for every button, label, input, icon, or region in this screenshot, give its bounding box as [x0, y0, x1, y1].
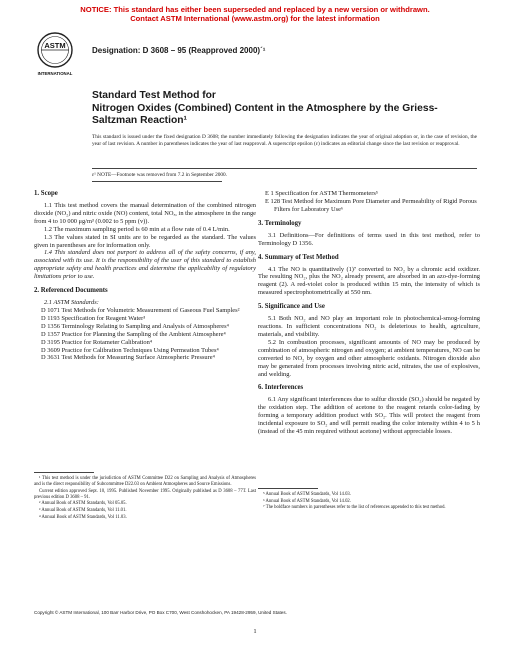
- para-6-1: 6.1 Any significant interferences due to sulfur dioxide (SO₂) should be negated by the oxidation step. The addition of acetone to the reagent retards color-fading by forming a temporary addition product with SO₂. This will protect the reagent from incidental exposure to SO₂ and will permit reading the color intensity within 4 to 5 h (instead of the 45 min required without acetone) without appreciable losses.: [258, 396, 480, 436]
- editorial-note: ε¹ NOTE—Footnote was removed from 7.2 in September 2000.: [92, 172, 228, 178]
- section-5-heading: 5. Significance and Use: [258, 303, 325, 311]
- section-4-heading: 4. Summary of Test Method: [258, 253, 339, 261]
- footnote: ⁴ Annual Book of ASTM Standards, Vol 11.03.: [39, 514, 127, 520]
- section-6-heading: 6. Interferences: [258, 384, 304, 392]
- notice-line-1: NOTICE: This standard has either been superseded and replaced by a new version or withdrawn.: [80, 5, 430, 14]
- para-1-4: 1.4 This standard does not purport to address all of the safety concerns, if any, associated with its use. It is the responsibility of the user of this standard to establish appropriate safety and health practices and determine the applicability of regulatory limitations prior to use.: [34, 249, 256, 281]
- designation: Designation: D 3608 – 95 (Reapproved 2000)´¹: [92, 46, 266, 55]
- section-3-heading: 3. Terminology: [258, 219, 302, 227]
- left-column: [34, 190, 256, 362]
- astm-logo-icon: [34, 30, 76, 78]
- reference-item: D 1356 Terminology Relating to Sampling and Analysis of Atmospheres⁴: [41, 322, 229, 330]
- reference-item: D 3631 Test Methods for Measuring Surface Atmospheric Pressure⁴: [41, 354, 215, 362]
- section-1-heading: 1. Scope: [34, 190, 58, 197]
- reference-item: D 1193 Specification for Reagent Water³: [41, 314, 146, 322]
- page-number: 1: [253, 628, 257, 635]
- para-5-2: 5.2 In combustion processes, significant amounts of NO may be produced by combination of atmospheric nitrogen and oxygen; at ambient temperatures, NO can be converted to NO₂ by oxygen and other atmospheric oxidants. Nitrogen dioxide also may be generated from processes involving nitric acid, nitrates, the use of explosives, and welding.: [258, 338, 480, 378]
- para-1-1: 1.1 This test method covers the manual determination of the combined nitrogen dioxide (NO₂) and nitric oxide (NO) content, total NOₓ, in the atmosphere in the range from 4 to 10 000 μg/m³ (0.002 to 5 ppm (v)).: [34, 202, 256, 225]
- notice-line-2: Contact ASTM International (www.astm.org) for the latest information: [130, 14, 380, 23]
- para-3-1: 3.1 Definitions—For definitions of terms used in this test method, refer to Terminology D 1356.: [258, 231, 480, 247]
- subsection-2-1: 2.1 ASTM Standards:: [44, 299, 99, 307]
- footnotes-left: [34, 476, 256, 521]
- footnote: ⁵ Annual Book of ASTM Standards, Vol 14.03.: [263, 492, 351, 497]
- footnotes-right: [258, 492, 480, 512]
- reference-item: E 128 Test Method for Maximum Pore Diameter and Permeability of Rigid Porous Filters for Laboratory Use⁶: [265, 197, 477, 213]
- para-4-1: 4.1 The NO is quantitatively (1)⁷ converted to NO₂ by a chromic acid oxidizer. The resulting NO₂, plus the NO₂ already present, are absorbed in an azo-dye-forming reagent (2). A red-violet color is produced within 15 min, the intensity of which is measured spectrophotometrically at 550 nm.: [258, 265, 480, 297]
- title-line-2: Nitrogen Oxides (Combined) Content in the Atmosphere by the Griess-Saltzman Reaction¹: [92, 102, 438, 126]
- reference-item: D 1071 Test Methods for Volumetric Measurement of Gaseous Fuel Samples²: [41, 306, 240, 314]
- divider-editorial: [92, 181, 222, 182]
- document-title: [92, 90, 482, 128]
- footnote: ¹ This test method is under the jurisdiction of ASTM Committee D22 on Sampling and Analysis of Atmospheres and is the direct responsibility of Subcommittee D22.03 on Ambient Atmospheres and Source Emissions.: [34, 476, 256, 487]
- logo-subtext: INTERNATIONAL: [37, 71, 73, 76]
- section-2-heading: 2. Referenced Documents: [34, 287, 108, 295]
- reference-item: D 3195 Practice for Rotameter Calibration⁴: [41, 338, 153, 346]
- copyright-line: Copyright © ASTM International, 100 Barr Harbor Drive, PO Box C700, West Conshohocken, PA 19428-2959, United States.: [34, 610, 287, 615]
- right-column: [258, 190, 480, 436]
- footnote-rule-right: [258, 488, 318, 489]
- reference-item: E 1 Specification for ASTM Thermometers⁵: [265, 190, 379, 197]
- footnote: ⁷ The boldface numbers in parentheses refer to the list of references appended to this test method.: [263, 505, 446, 511]
- reference-item: D 1357 Practice for Planning the Sampling of the Ambient Atmosphere⁴: [41, 330, 226, 338]
- logo-text: ASTM: [44, 41, 66, 50]
- footnote: ² Annual Book of ASTM Standards, Vol 05.05.: [39, 501, 127, 507]
- footnote: ³ Annual Book of ASTM Standards, Vol 11.01.: [39, 507, 127, 513]
- footnote: Current edition approved Sept. 10, 1995. Published November 1995. Originally published as D 3608 – 77T. Last previous edition D 3608 – 91.: [34, 488, 256, 500]
- footnote: ⁶ Annual Book of ASTM Standards, Vol 14.02.: [263, 498, 351, 504]
- reference-item: D 3609 Practice for Calibration Techniques Using Permeation Tubes⁴: [41, 346, 219, 354]
- issuance-statement: This standard is issued under the fixed designation D 3608; the number immediately following the designation indicates the year of original adoption or, in the case of revision, the year of last revision. A number in parentheses indicates the year of last reapproval. A superscript epsilon (ε) indicates an editorial change since the last revision or reapproval.: [92, 134, 477, 147]
- para-1-3: 1.3 The values stated in SI units are to be regarded as the standard. The values given in parentheses are for information only.: [34, 233, 256, 249]
- divider-top: [92, 168, 477, 169]
- para-5-1: 5.1 Both NO₂ and NO play an important role in photochemical-smog-forming reactions. In sufficient concentrations NO₂ is deleterious to health, agriculture, materials, and visibility.: [258, 315, 480, 338]
- footnote-rule-left: [34, 472, 94, 473]
- withdrawal-notice: [0, 5, 510, 23]
- title-line-1: Standard Test Method for: [92, 90, 216, 101]
- para-1-2: 1.2 The maximum sampling period is 60 min at a flow rate of 0.4 L/min.: [44, 225, 230, 233]
